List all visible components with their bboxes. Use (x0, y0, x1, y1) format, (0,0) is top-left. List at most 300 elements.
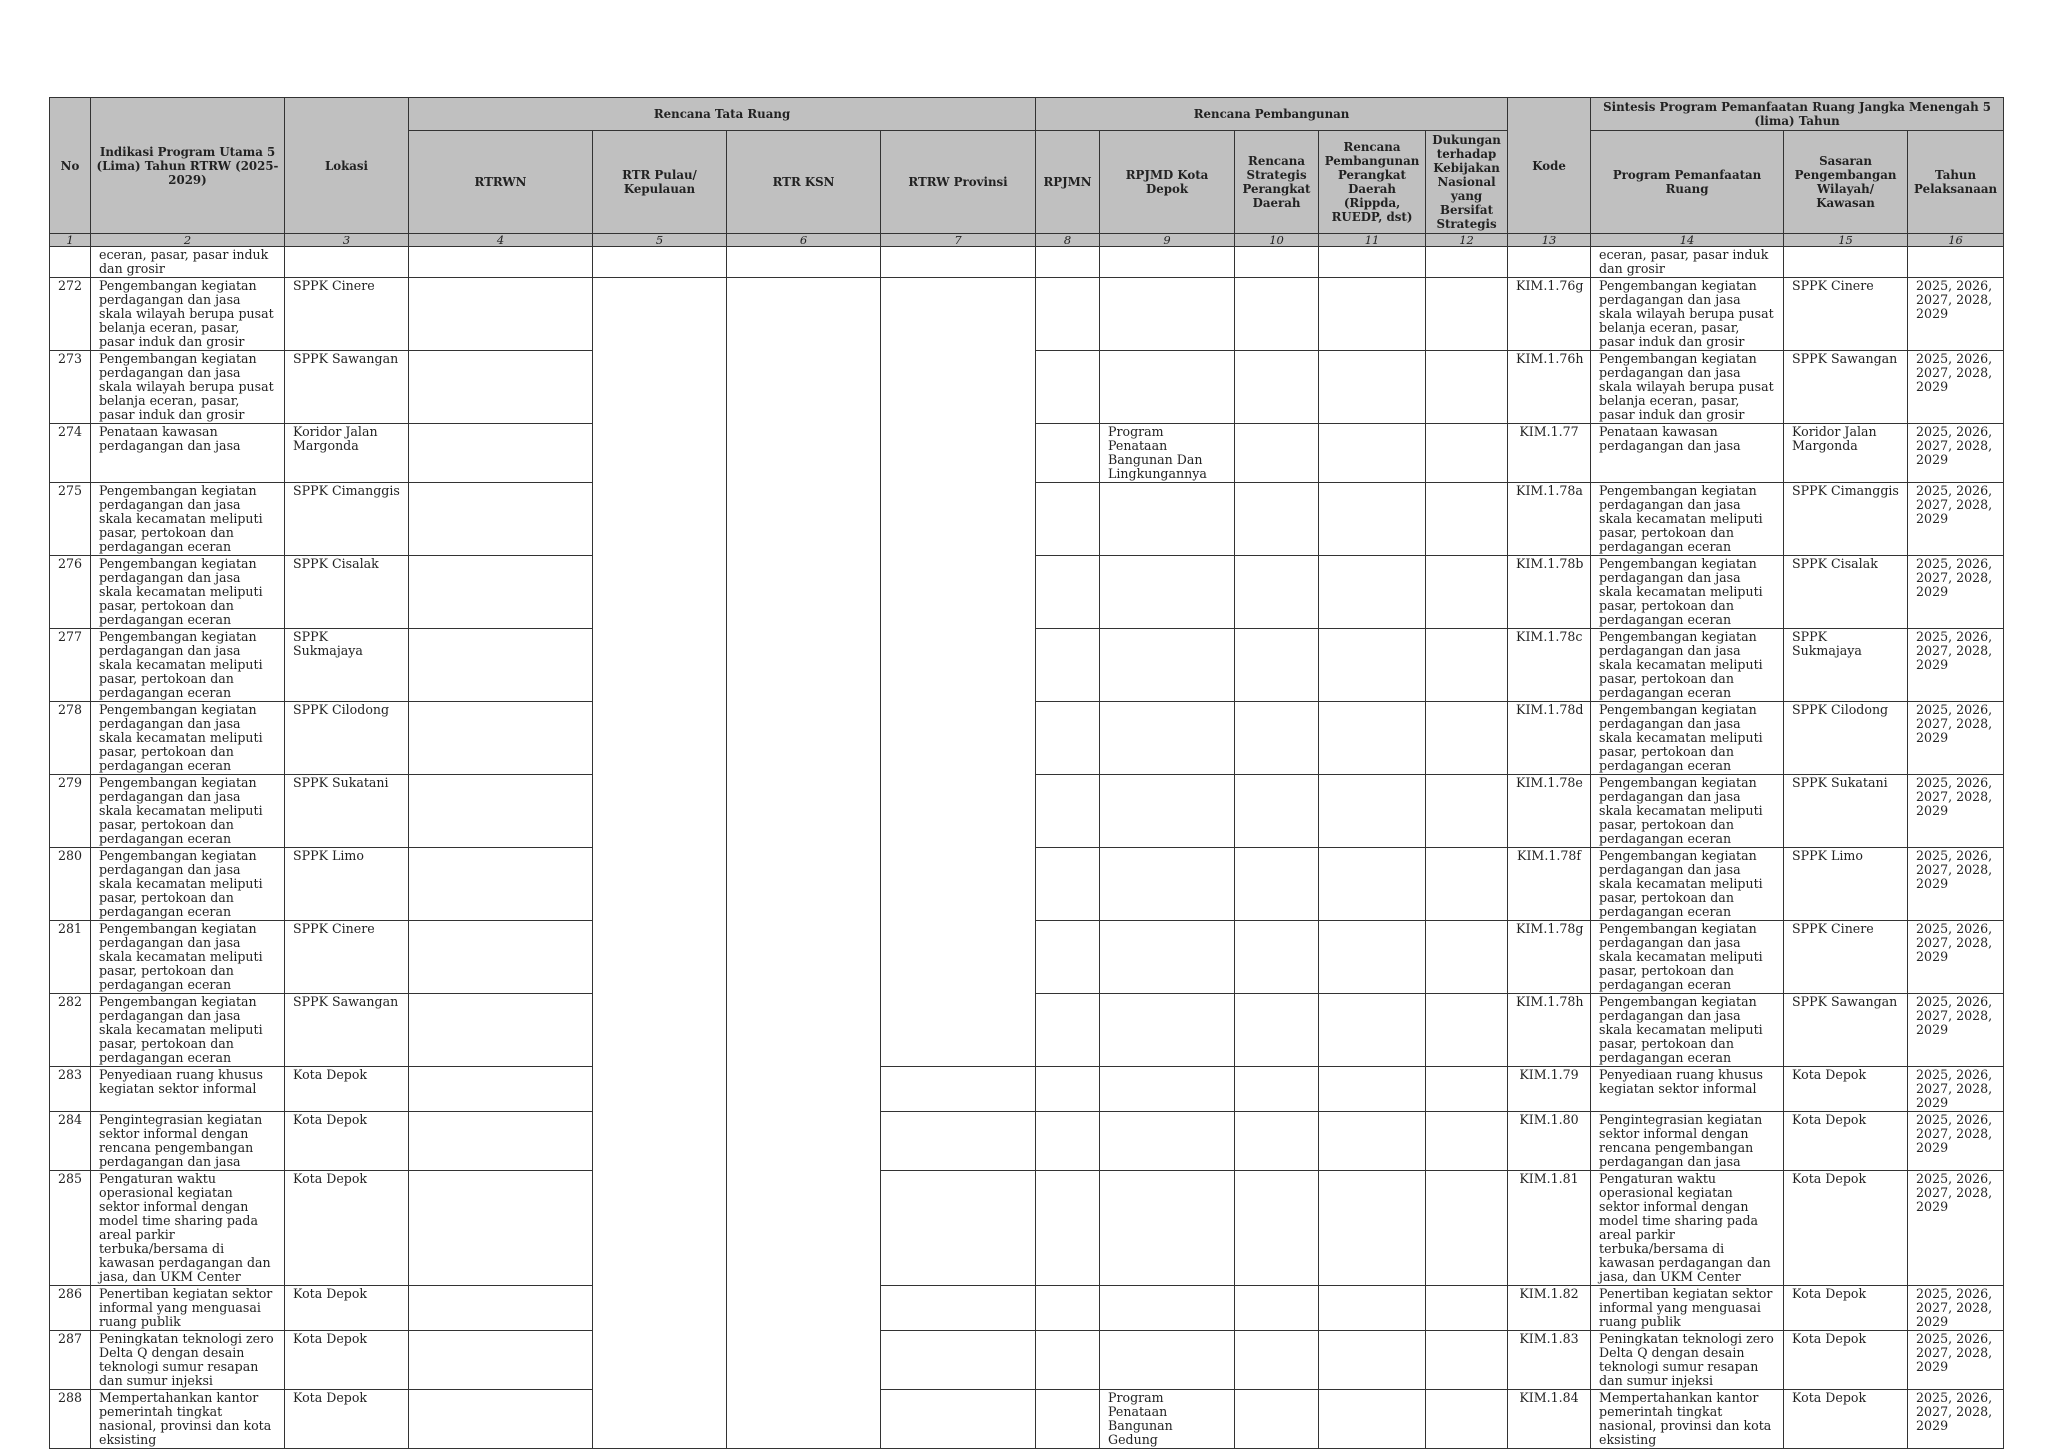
row-dukungan (1426, 629, 1508, 702)
row-rtr-ksn (727, 483, 881, 556)
row-no: 288 (50, 1390, 91, 1449)
row-indikasi: Pengembangan kegiatan perdagangan dan jasa skala kecamatan meliputi pasar, pertokoan dan perdagangan eceran (91, 994, 285, 1067)
column-number: 12 (1426, 234, 1508, 247)
row-no: 282 (50, 994, 91, 1067)
column-number: 14 (1591, 234, 1784, 247)
table-row (50, 247, 2004, 278)
row-rencana-pd (1319, 278, 1426, 351)
row-rtr-ksn (727, 994, 881, 1067)
row-lokasi: SPPK Limo (285, 848, 409, 921)
row-rtrwn (409, 247, 593, 278)
row-indikasi: Pengembangan kegiatan perdagangan dan jasa skala kecamatan meliputi pasar, pertokoan dan perdagangan eceran (91, 702, 285, 775)
row-rencana-pd (1319, 351, 1426, 424)
row-kode: KIM.1.77 (1508, 424, 1591, 483)
row-kode: KIM.1.81 (1508, 1171, 1591, 1286)
row-indikasi: Peningkatan teknologi zero Delta Q dengan desain teknologi sumur resapan dan sumur injeksi (91, 1331, 285, 1390)
row-sasaran: SPPK Sawangan (1784, 994, 1908, 1067)
row-rpjmd: Program Penataan Bangunan Dan Lingkungannya (1100, 424, 1235, 483)
row-indikasi: Pengembangan kegiatan perdagangan dan jasa skala kecamatan meliputi pasar, pertokoan dan perdagangan eceran (91, 848, 285, 921)
row-program: Pengembangan kegiatan perdagangan dan jasa skala wilayah berupa pusat belanja eceran, pasar, pasar induk dan grosir (1591, 278, 1784, 351)
row-no: 283 (50, 1067, 91, 1112)
row-rtrw-provinsi (881, 848, 1036, 921)
row-indikasi: Pengembangan kegiatan perdagangan dan jasa skala kecamatan meliputi pasar, pertokoan dan perdagangan eceran (91, 483, 285, 556)
row-rencana-pd (1319, 556, 1426, 629)
table-row (50, 424, 2004, 483)
row-program: Pengaturan waktu operasional kegiatan sektor informal dengan model time sharing pada areal parkir terbuka/bersama di kawasan perdagangan dan jasa, dan UKM Center (1591, 1171, 1784, 1286)
row-no: 287 (50, 1331, 91, 1390)
row-lokasi: Koridor Jalan Margonda (285, 424, 409, 483)
row-renstra (1235, 278, 1319, 351)
row-rtrwn (409, 1112, 593, 1171)
row-tahun: 2025, 2026, 2027, 2028, 2029 (1908, 994, 2004, 1067)
row-rpjmn (1036, 629, 1100, 702)
row-rtrwn (409, 1171, 593, 1286)
row-tahun: 2025, 2026, 2027, 2028, 2029 (1908, 278, 2004, 351)
row-dukungan (1426, 702, 1508, 775)
row-indikasi: Pengembangan kegiatan perdagangan dan jasa skala wilayah berupa pusat belanja eceran, pasar, pasar induk dan grosir (91, 278, 285, 351)
header-lokasi: Lokasi (285, 98, 409, 234)
row-dukungan (1426, 1331, 1508, 1390)
row-rtrw-provinsi (881, 424, 1036, 483)
row-rpjmd: Program Penataan Bangunan Gedung (1100, 1390, 1235, 1449)
row-program: Pengembangan kegiatan perdagangan dan jasa skala kecamatan meliputi pasar, pertokoan dan perdagangan eceran (1591, 629, 1784, 702)
row-tahun: 2025, 2026, 2027, 2028, 2029 (1908, 1171, 2004, 1286)
row-rpjmn (1036, 483, 1100, 556)
row-rpjmn (1036, 247, 1100, 278)
row-no: 274 (50, 424, 91, 483)
row-rtrwn (409, 1390, 593, 1449)
row-rtr-pulau (593, 1112, 727, 1171)
row-rencana-pd (1319, 848, 1426, 921)
row-rpjmn (1036, 1171, 1100, 1286)
row-rencana-pd (1319, 1112, 1426, 1171)
row-dukungan (1426, 556, 1508, 629)
row-renstra (1235, 629, 1319, 702)
row-tahun: 2025, 2026, 2027, 2028, 2029 (1908, 702, 2004, 775)
row-no: 284 (50, 1112, 91, 1171)
row-rtr-ksn (727, 1067, 881, 1112)
row-rtr-pulau (593, 351, 727, 424)
row-rtrw-provinsi (881, 483, 1036, 556)
row-tahun: 2025, 2026, 2027, 2028, 2029 (1908, 848, 2004, 921)
table-row (50, 1286, 2004, 1331)
row-tahun: 2025, 2026, 2027, 2028, 2029 (1908, 921, 2004, 994)
row-sasaran: SPPK Cisalak (1784, 556, 1908, 629)
row-kode (1508, 247, 1591, 278)
row-rtrwn (409, 848, 593, 921)
row-rpjmd (1100, 1171, 1235, 1286)
row-rtr-ksn (727, 848, 881, 921)
row-rpjmd (1100, 921, 1235, 994)
row-rpjmd (1100, 351, 1235, 424)
row-renstra (1235, 1390, 1319, 1449)
header-kode: Kode (1508, 98, 1591, 234)
row-sasaran: SPPK Cinere (1784, 278, 1908, 351)
row-rtr-pulau (593, 424, 727, 483)
row-rtrw-provinsi (881, 921, 1036, 994)
row-rpjmd (1100, 1112, 1235, 1171)
table-row (50, 775, 2004, 848)
row-dukungan (1426, 848, 1508, 921)
column-number: 7 (881, 234, 1036, 247)
row-no (50, 247, 91, 278)
row-rtr-pulau (593, 848, 727, 921)
row-sasaran: SPPK Cilodong (1784, 702, 1908, 775)
row-rencana-pd (1319, 921, 1426, 994)
row-kode: KIM.1.78f (1508, 848, 1591, 921)
header-rpjmd: RPJMD Kota Depok (1100, 131, 1235, 234)
row-rtrwn (409, 1286, 593, 1331)
row-indikasi: Pengintegrasian kegiatan sektor informal dengan rencana pengembangan perdagangan dan jasa (91, 1112, 285, 1171)
row-rtrw-provinsi (881, 278, 1036, 351)
row-dukungan (1426, 1067, 1508, 1112)
row-rtr-pulau (593, 1171, 727, 1286)
column-number: 9 (1100, 234, 1235, 247)
row-rtrwn (409, 629, 593, 702)
row-kode: KIM.1.76g (1508, 278, 1591, 351)
row-tahun: 2025, 2026, 2027, 2028, 2029 (1908, 351, 2004, 424)
row-program: Pengembangan kegiatan perdagangan dan jasa skala kecamatan meliputi pasar, pertokoan dan perdagangan eceran (1591, 994, 1784, 1067)
row-rpjmn (1036, 702, 1100, 775)
row-rtr-pulau (593, 775, 727, 848)
row-rpjmn (1036, 848, 1100, 921)
row-sasaran (1784, 247, 1908, 278)
row-rpjmd (1100, 702, 1235, 775)
row-kode: KIM.1.84 (1508, 1390, 1591, 1449)
row-indikasi: Pengaturan waktu operasional kegiatan sektor informal dengan model time sharing pada areal parkir terbuka/bersama di kawasan perdagangan dan jasa, dan UKM Center (91, 1171, 285, 1286)
row-rtr-pulau (593, 556, 727, 629)
row-rtr-ksn (727, 1331, 881, 1390)
column-number: 8 (1036, 234, 1100, 247)
row-rencana-pd (1319, 424, 1426, 483)
row-rtr-ksn (727, 1286, 881, 1331)
row-kode: KIM.1.78g (1508, 921, 1591, 994)
program-table (49, 97, 2004, 1449)
row-rtr-ksn (727, 351, 881, 424)
row-rpjmn (1036, 1331, 1100, 1390)
row-renstra (1235, 247, 1319, 278)
column-number: 16 (1908, 234, 2004, 247)
table-row (50, 629, 2004, 702)
row-rtrw-provinsi (881, 994, 1036, 1067)
row-rtr-ksn (727, 921, 881, 994)
row-lokasi: SPPK Sawangan (285, 994, 409, 1067)
table-row (50, 556, 2004, 629)
row-indikasi: Pengembangan kegiatan perdagangan dan jasa skala kecamatan meliputi pasar, pertokoan dan perdagangan eceran (91, 629, 285, 702)
header-indikasi: Indikasi Program Utama 5 (Lima) Tahun RTRW (2025-2029) (91, 98, 285, 234)
table-row (50, 1171, 2004, 1286)
row-dukungan (1426, 1112, 1508, 1171)
row-rtrwn (409, 775, 593, 848)
row-rtrw-provinsi (881, 702, 1036, 775)
row-rpjmn (1036, 1286, 1100, 1331)
row-rtr-ksn (727, 702, 881, 775)
row-lokasi: SPPK Sukatani (285, 775, 409, 848)
row-tahun: 2025, 2026, 2027, 2028, 2029 (1908, 629, 2004, 702)
header-rencana-tata-ruang: Rencana Tata Ruang (409, 98, 1036, 131)
row-sasaran: SPPK Sukatani (1784, 775, 1908, 848)
row-rpjmn (1036, 994, 1100, 1067)
row-rpjmn (1036, 278, 1100, 351)
row-rpjmn (1036, 351, 1100, 424)
header-sasaran: Sasaran Pengembangan Wilayah/ Kawasan (1784, 131, 1908, 234)
row-rencana-pd (1319, 247, 1426, 278)
row-lokasi: SPPK Sawangan (285, 351, 409, 424)
row-rencana-pd (1319, 1390, 1426, 1449)
header-rencana-pembangunan: Rencana Pembangunan (1036, 98, 1508, 131)
row-dukungan (1426, 921, 1508, 994)
row-rpjmd (1100, 247, 1235, 278)
row-sasaran: SPPK Sukmajaya (1784, 629, 1908, 702)
row-tahun: 2025, 2026, 2027, 2028, 2029 (1908, 1286, 2004, 1331)
row-rpjmn (1036, 1067, 1100, 1112)
row-rtr-pulau (593, 994, 727, 1067)
row-rtrwn (409, 702, 593, 775)
row-rtrw-provinsi (881, 1067, 1036, 1112)
row-rtr-ksn (727, 556, 881, 629)
row-no: 280 (50, 848, 91, 921)
row-rpjmn (1036, 1390, 1100, 1449)
row-rtrw-provinsi (881, 775, 1036, 848)
row-rtr-pulau (593, 247, 727, 278)
header-rpjmn: RPJMN (1036, 131, 1100, 234)
table-row (50, 1390, 2004, 1449)
row-lokasi: SPPK Cinere (285, 921, 409, 994)
row-rtr-pulau (593, 1390, 727, 1449)
table-row (50, 994, 2004, 1067)
row-rtr-ksn (727, 1390, 881, 1449)
row-renstra (1235, 702, 1319, 775)
header-dukungan: Dukungan terhadap Kebijakan Nasional yang Bersifat Strategis (1426, 131, 1508, 234)
row-rencana-pd (1319, 775, 1426, 848)
row-rtrwn (409, 351, 593, 424)
row-tahun (1908, 247, 2004, 278)
table-row (50, 1112, 2004, 1171)
row-rtr-pulau (593, 702, 727, 775)
row-rtrw-provinsi (881, 629, 1036, 702)
column-number: 3 (285, 234, 409, 247)
row-rtrwn (409, 1331, 593, 1390)
row-rtrwn (409, 424, 593, 483)
header-renstra: Rencana Strategis Perangkat Daerah (1235, 131, 1319, 234)
row-program: Pengembangan kegiatan perdagangan dan jasa skala kecamatan meliputi pasar, pertokoan dan perdagangan eceran (1591, 702, 1784, 775)
row-kode: KIM.1.78c (1508, 629, 1591, 702)
table-row (50, 1331, 2004, 1390)
column-number: 2 (91, 234, 285, 247)
row-sasaran: Kota Depok (1784, 1331, 1908, 1390)
row-renstra (1235, 1171, 1319, 1286)
row-kode: KIM.1.79 (1508, 1067, 1591, 1112)
row-rtr-ksn (727, 1171, 881, 1286)
row-indikasi: eceran, pasar, pasar induk dan grosir (91, 247, 285, 278)
row-rpjmd (1100, 629, 1235, 702)
row-rtr-ksn (727, 1112, 881, 1171)
row-kode: KIM.1.83 (1508, 1331, 1591, 1390)
row-rtrw-provinsi (881, 1286, 1036, 1331)
header-tahun: Tahun Pelaksanaan (1908, 131, 2004, 234)
row-kode: KIM.1.78d (1508, 702, 1591, 775)
table-row (50, 278, 2004, 351)
row-kode: KIM.1.78b (1508, 556, 1591, 629)
row-program: Pengembangan kegiatan perdagangan dan jasa skala kecamatan meliputi pasar, pertokoan dan perdagangan eceran (1591, 775, 1784, 848)
row-rencana-pd (1319, 1067, 1426, 1112)
row-rtrw-provinsi (881, 1112, 1036, 1171)
row-sasaran: Kota Depok (1784, 1390, 1908, 1449)
row-renstra (1235, 424, 1319, 483)
row-lokasi: Kota Depok (285, 1331, 409, 1390)
row-sasaran: Kota Depok (1784, 1067, 1908, 1112)
row-tahun: 2025, 2026, 2027, 2028, 2029 (1908, 775, 2004, 848)
row-rtrw-provinsi (881, 1331, 1036, 1390)
row-rtrw-provinsi (881, 1171, 1036, 1286)
table-row (50, 848, 2004, 921)
row-indikasi: Mempertahankan kantor pemerintah tingkat nasional, provinsi dan kota eksisting (91, 1390, 285, 1449)
row-program: Penyediaan ruang khusus kegiatan sektor informal (1591, 1067, 1784, 1112)
row-sasaran: Kota Depok (1784, 1286, 1908, 1331)
row-rencana-pd (1319, 629, 1426, 702)
row-sasaran: SPPK Sawangan (1784, 351, 1908, 424)
row-renstra (1235, 994, 1319, 1067)
row-tahun: 2025, 2026, 2027, 2028, 2029 (1908, 424, 2004, 483)
row-renstra (1235, 775, 1319, 848)
row-sasaran: SPPK Cinere (1784, 921, 1908, 994)
row-dukungan (1426, 1390, 1508, 1449)
row-rtr-ksn (727, 424, 881, 483)
header-rencana-pd: Rencana Pembangunan Perangkat Daerah (Rippda, RUEDP, dst) (1319, 131, 1426, 234)
row-program: eceran, pasar, pasar induk dan grosir (1591, 247, 1784, 278)
row-tahun: 2025, 2026, 2027, 2028, 2029 (1908, 1112, 2004, 1171)
column-number: 5 (593, 234, 727, 247)
table-row (50, 702, 2004, 775)
row-rtr-pulau (593, 1286, 727, 1331)
row-renstra (1235, 848, 1319, 921)
row-rtrwn (409, 921, 593, 994)
row-indikasi: Penertiban kegiatan sektor informal yang menguasai ruang publik (91, 1286, 285, 1331)
row-program: Penertiban kegiatan sektor informal yang menguasai ruang publik (1591, 1286, 1784, 1331)
row-program: Pengembangan kegiatan perdagangan dan jasa skala kecamatan meliputi pasar, pertokoan dan perdagangan eceran (1591, 556, 1784, 629)
row-renstra (1235, 351, 1319, 424)
table-body (50, 247, 2004, 1449)
row-tahun: 2025, 2026, 2027, 2028, 2029 (1908, 1067, 2004, 1112)
row-rtrwn (409, 1067, 593, 1112)
row-program: Peningkatan teknologi zero Delta Q dengan desain teknologi sumur resapan dan sumur injeksi (1591, 1331, 1784, 1390)
row-rtrwn (409, 556, 593, 629)
row-no: 275 (50, 483, 91, 556)
header-program-pr: Program Pemanfaatan Ruang (1591, 131, 1784, 234)
header-sintesis: Sintesis Program Pemanfaatan Ruang Jangka Menengah 5 (lima) Tahun (1591, 98, 2004, 131)
row-renstra (1235, 556, 1319, 629)
row-dukungan (1426, 424, 1508, 483)
row-lokasi: SPPK Cinere (285, 278, 409, 351)
row-dukungan (1426, 278, 1508, 351)
row-lokasi: Kota Depok (285, 1067, 409, 1112)
row-sasaran: SPPK Limo (1784, 848, 1908, 921)
row-dukungan (1426, 775, 1508, 848)
row-renstra (1235, 1331, 1319, 1390)
row-rpjmd (1100, 483, 1235, 556)
row-kode: KIM.1.78e (1508, 775, 1591, 848)
table-row (50, 351, 2004, 424)
row-no: 286 (50, 1286, 91, 1331)
column-number-row (50, 234, 2004, 247)
row-sasaran: Kota Depok (1784, 1171, 1908, 1286)
column-number: 1 (50, 234, 91, 247)
row-no: 277 (50, 629, 91, 702)
table-row (50, 1067, 2004, 1112)
row-rtr-ksn (727, 247, 881, 278)
row-no: 276 (50, 556, 91, 629)
row-no: 281 (50, 921, 91, 994)
row-rpjmd (1100, 848, 1235, 921)
row-no: 272 (50, 278, 91, 351)
row-lokasi: SPPK Sukmajaya (285, 629, 409, 702)
row-rpjmd (1100, 1331, 1235, 1390)
row-no: 285 (50, 1171, 91, 1286)
row-renstra (1235, 921, 1319, 994)
row-rencana-pd (1319, 1171, 1426, 1286)
row-kode: KIM.1.76h (1508, 351, 1591, 424)
row-rtr-pulau (593, 483, 727, 556)
row-program: Penataan kawasan perdagangan dan jasa (1591, 424, 1784, 483)
row-kode: KIM.1.82 (1508, 1286, 1591, 1331)
row-dukungan (1426, 483, 1508, 556)
row-rpjmd (1100, 556, 1235, 629)
column-number: 6 (727, 234, 881, 247)
row-tahun: 2025, 2026, 2027, 2028, 2029 (1908, 1390, 2004, 1449)
header-rtrw-provinsi: RTRW Provinsi (881, 131, 1036, 234)
row-rtr-pulau (593, 629, 727, 702)
row-indikasi: Penyediaan ruang khusus kegiatan sektor informal (91, 1067, 285, 1112)
header-no: No (50, 98, 91, 234)
row-sasaran: Koridor Jalan Margonda (1784, 424, 1908, 483)
row-rtr-ksn (727, 278, 881, 351)
row-renstra (1235, 1286, 1319, 1331)
row-rtrw-provinsi (881, 556, 1036, 629)
row-rtr-pulau (593, 278, 727, 351)
row-lokasi (285, 247, 409, 278)
column-number: 13 (1508, 234, 1591, 247)
row-rpjmn (1036, 775, 1100, 848)
row-rencana-pd (1319, 1331, 1426, 1390)
row-rtrwn (409, 483, 593, 556)
row-rtrw-provinsi (881, 351, 1036, 424)
row-lokasi: SPPK Cimanggis (285, 483, 409, 556)
row-kode: KIM.1.80 (1508, 1112, 1591, 1171)
row-rtr-ksn (727, 775, 881, 848)
row-lokasi: Kota Depok (285, 1390, 409, 1449)
row-lokasi: Kota Depok (285, 1286, 409, 1331)
row-kode: KIM.1.78a (1508, 483, 1591, 556)
row-rpjmd (1100, 1286, 1235, 1331)
row-indikasi: Pengembangan kegiatan perdagangan dan jasa skala kecamatan meliputi pasar, pertokoan dan perdagangan eceran (91, 556, 285, 629)
row-rpjmn (1036, 1112, 1100, 1171)
row-dukungan (1426, 994, 1508, 1067)
row-indikasi: Penataan kawasan perdagangan dan jasa (91, 424, 285, 483)
row-rtr-pulau (593, 1331, 727, 1390)
row-program: Pengembangan kegiatan perdagangan dan jasa skala kecamatan meliputi pasar, pertokoan dan perdagangan eceran (1591, 921, 1784, 994)
row-program: Pengembangan kegiatan perdagangan dan jasa skala kecamatan meliputi pasar, pertokoan dan perdagangan eceran (1591, 848, 1784, 921)
row-rencana-pd (1319, 994, 1426, 1067)
table-header (50, 98, 2004, 247)
column-number: 15 (1784, 234, 1908, 247)
row-rpjmd (1100, 278, 1235, 351)
row-rencana-pd (1319, 483, 1426, 556)
row-rtr-pulau (593, 921, 727, 994)
row-program: Mempertahankan kantor pemerintah tingkat nasional, provinsi dan kota eksisting (1591, 1390, 1784, 1449)
row-sasaran: SPPK Cimanggis (1784, 483, 1908, 556)
row-program: Pengembangan kegiatan perdagangan dan jasa skala wilayah berupa pusat belanja eceran, pasar, pasar induk dan grosir (1591, 351, 1784, 424)
row-renstra (1235, 483, 1319, 556)
